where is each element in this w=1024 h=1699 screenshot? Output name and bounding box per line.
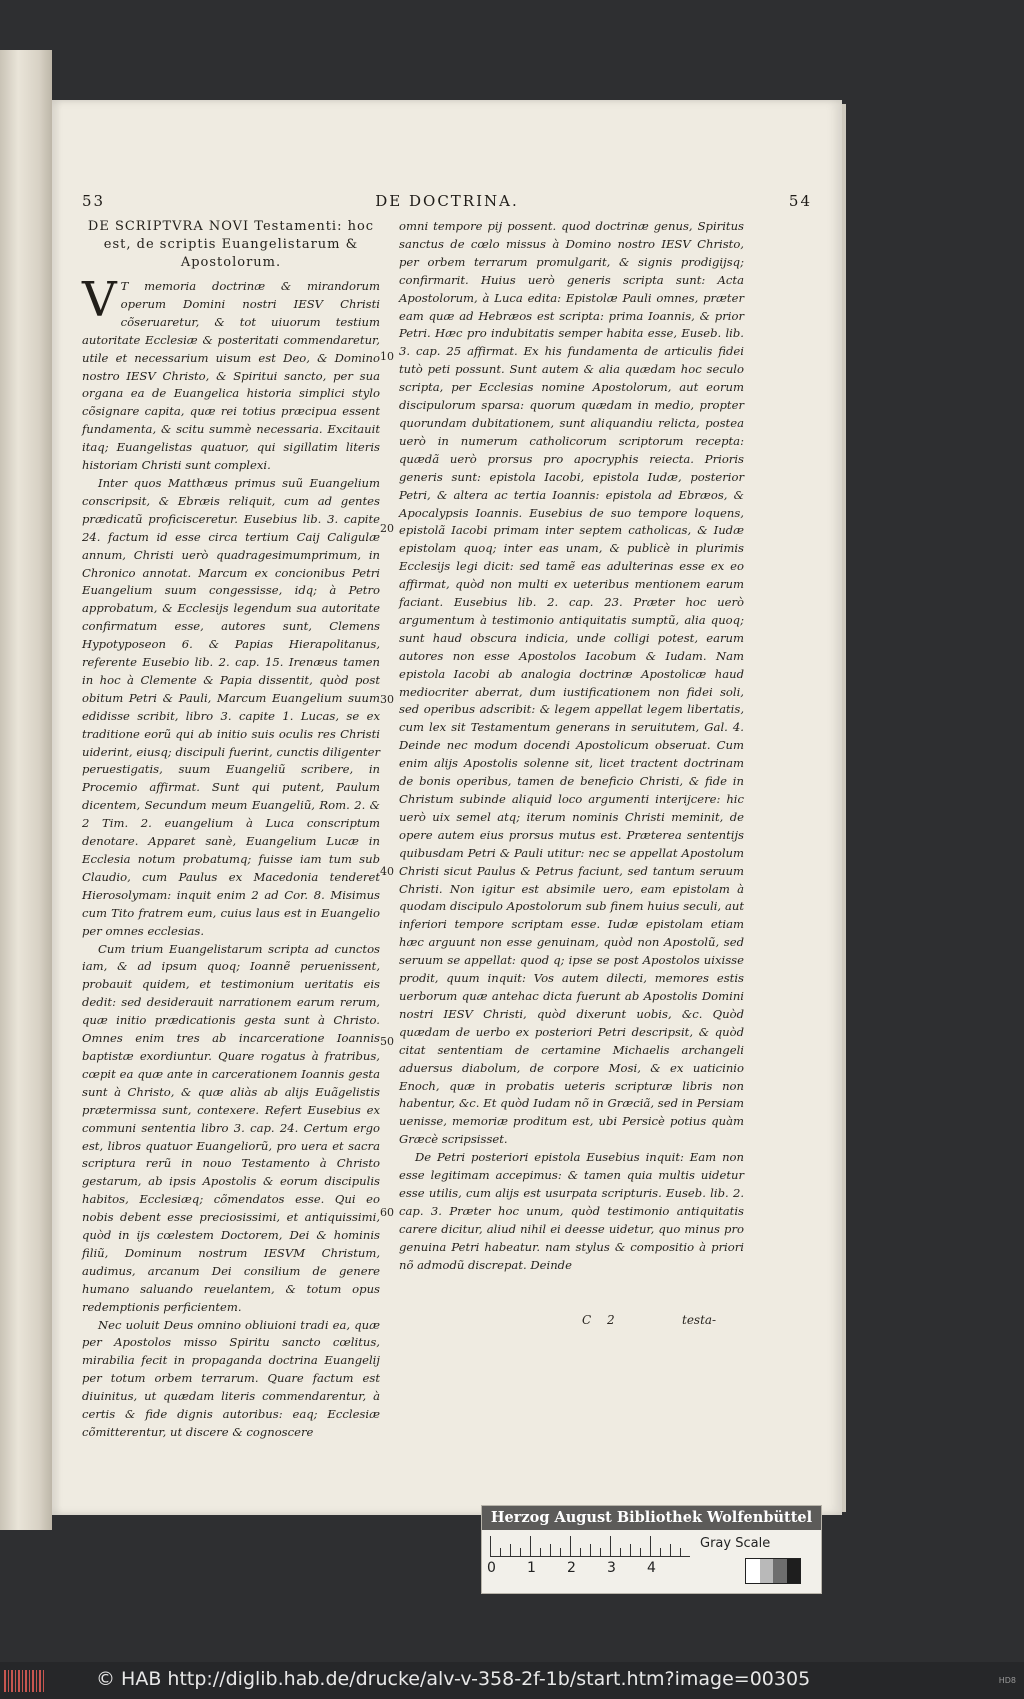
- ruler-tick: [600, 1548, 601, 1556]
- paragraph: Cum trium Euangelistarum scripta ad cunctos iam, & ad ipsum quoq; Ioannẽ peruenissent, probauit quidem, et testimonium ueritatis eis dedit: sed desiderauit narrationem earum rerum, quæ initio prædicationis gesta sunt à Christo. Omnes enim tres ab incarceratione Ioannis baptistæ exordiuntur. Quare rogatus à fratribus, cœpit ea quæ ante in carcerationem Ioannis gesta sunt à Christo, & quæ aliàs ab alijs Euãgelistis prætermissa sunt, contexere. Refert Eusebius ex communi sententia libro 3. cap. 24. Certum ergo est, libros quatuor Euangeliorũ, pro uera et sacra scriptura rerũ in nouo Testamento à Christo gestarum, ab ipsis Apostolis & eorum discipulis habitos, Ecclesiæq; cõmendatos esse. Qui eo nobis debent esse preciosissimi, et antiquissimi, quòd in ijs cœlestem Doctorem, Dei & hominis filiũ, Dominum nostrum IESVM Christum, audimus, arcanum Dei consilium de genere humano saluando reuelantem, & totum opus redemptionis perficientem.: [82, 941, 380, 1314]
- ruler-tick: [620, 1548, 621, 1556]
- paragraph: De Petri posteriori epistola Eusebius inquit: Eam non esse legitimam accepimus: & tamen quia multis uidetur esse utilis, cum alijs est usurpata scripturis. Euseb. lib. 2. cap. 3. Præter hoc unum, quòd testimonio antiquitatis carere dicitur, aliud nihil ei deesse uidetur, quo minus pro genuina Petri habeatur. nam stylus & compositio à priori nõ admodũ discrepat. Deinde: [399, 1150, 744, 1272]
- ruler-tick: [530, 1536, 531, 1556]
- ruler-tick: [500, 1548, 501, 1556]
- ruler-tick: [660, 1548, 661, 1556]
- line-number: 40: [380, 865, 394, 878]
- left-column: [82, 218, 380, 1442]
- paragraph: omni tempore pij possent. quod doctrinæ genus, Spiritus sanctus de cœlo missus à Domino nostro IESV Christo, per orbem terrarum promulgarit, & signis prodigijsq; confirmarit. Huius uerò generis scripta sunt: Acta Apostolorum, à Luca edita: Epistolæ Pauli omnes, præter eam quæ ad Hebræos est scripta: prima Ioannis, & prior Petri. Hæc pro indubitatis semper habita esse, Euseb. lib. 3. cap. 25 affirmat. Ex his fundamenta de articulis fidei tutò peti possunt. Sunt autem & alia quædam hoc seculo scripta, per Ecclesias nomine Apostolorum, aut eorum discipulorum sparsa: quorum quædam in medio, propter quorundam dubitationem, sunt aliquandiu relicta, postea uerò in numerum catholicorum scriptorum recepta: quædã uerò prorsus pro apocryphis reiecta. Prioris generis sunt: epistola Iacobi, epistola Iudæ, posterior Petri, & altera ac tertia Ioannis: epistola ad Ebræos, & Apocalypsis Ioannis. Eusebius de suo tempore loquens, epistolã Iacobi primam inter septem catholicas, & Iudæ epistolam quoq; inter eas unam, & publicè in plurimis Ecclesijs legi dicit: sed tamẽ eas adulterinas esse ex eo affirmat, quòd non multi ex ueteribus mentionem earum faciant. Eusebius lib. 2. cap. 23. Præter hoc uerò argumentum à testimonio antiquitatis sumptũ, alia quoq; sunt haud obscura indicia, unde colligi potest, earum autores non esse Apostolos Iacobum & Iudam. Nam epistola Iacobi ab analogia doctrinæ Apostolicæ haud mediocriter aberrat, dum iustificationem non fidei soli, sed operibus adscribit: & legem appellat legem libertatis, cum lex sit Testamentum generans in seruitutem, Gal. 4. Deinde nec modum docendi Apostolicum obseruat. Cum enim alijs Apostolis solenne sit, licet tractent doctrinam de bonis operibus, tamen de beneficio Christi, & fide in Christum subinde aliquid loco argumenti interijcere: hic uerò uix semel atq; iterum nominis Christi meminit, de opere autem eius prorsus mutus est. Præterea sententijs quibusdam Petri & Pauli utitur: nec se appellat Apostolum Christi sicut Paulus & Petrus faciunt, sed tantum seruum Christi. Non igitur est absimile uero, eam epistolam à quodam discipulo Apostolorum sub finem huius seculi, aut inferiori tempore scriptam esse. Iudæ epistolam etiam hæc arguunt non esse genuinam, quòd non Apostolũ, sed seruum se appellat: quod q; ipse se post Apostolos uixisse prodit, quum inquit: Vos autem dilecti, memores estis uerborum quæ antehac dicta fuerunt ab Apostolis Domini nostri IESV Christi, quòd dixerunt uobis, &c. Quòd quædam de uerbo ex posteriori Petri descripsit, & quòd citat sententiam de certamine Michaelis archangeli aduersus diabolum, de corpore Mosi, & ex uaticinio Enoch, quæ in probatis ueteris scripturæ libris non habentur, &c. Et quòd Iudam nõ in Græciã, sed in Persiam uenisse, memoriæ proditum est, ubi Persicè potius quàm Græcè scripsisset.: [399, 219, 744, 1147]
- line-number: 20: [380, 522, 394, 535]
- paragraph: Nec uoluit Deus omnino obliuioni tradi ea, quæ per Apostolos misso Spiritu sancto cœlitus, mirabilia fecit in propaganda doctrina Euangelij per totum orbem terrarum. Quare factum est diuinitus, ut quædam literis commendarentur, à certis & fide dignis autoribus: eaq; Ecclesiæ cõmitterentur, ut discere & cognoscere: [82, 1317, 380, 1439]
- line-number: 60: [380, 1206, 394, 1219]
- page-edge: [842, 104, 846, 1512]
- ruler-tick: [630, 1544, 631, 1556]
- ruler-tick: [510, 1544, 511, 1556]
- paragraph: [82, 272, 380, 475]
- ruler-tick: [650, 1536, 651, 1556]
- ruler-tick: [670, 1544, 671, 1556]
- ruler-tick: [490, 1536, 491, 1556]
- running-head-title: DE DOCTRINA.: [375, 192, 519, 210]
- footer-bar: [0, 1662, 1024, 1699]
- gray-swatch: [760, 1559, 774, 1583]
- gray-swatch: [787, 1559, 801, 1583]
- page-number-right: 54: [788, 192, 812, 210]
- catchword: testa-: [682, 1313, 717, 1327]
- logo-barcode-icon: [4, 1670, 46, 1692]
- ruler-tick: [680, 1548, 681, 1556]
- line-number: 30: [380, 693, 394, 706]
- right-column: [399, 218, 744, 1274]
- library-stamp: [481, 1505, 822, 1594]
- ruler-label: 2: [567, 1560, 576, 1576]
- ruler-tick: [580, 1548, 581, 1556]
- signature-mark: C 2: [582, 1313, 621, 1327]
- ruler-label: 4: [647, 1560, 656, 1576]
- ruler-label: 3: [607, 1560, 616, 1576]
- paragraph: Inter quos Matthæus primus suũ Euangelium conscripsit, & Ebræis reliquit, cum ad gentes prædicatũ proficisceretur. Eusebius lib. 3. capite 24. factum id esse circa tertium Caij Caligulæ annum, Christi uerò quadragesimumprimum, in Chronico annotat. Marcum ex concionibus Petri Euangelium suum congessisse, idq; à Petro approbatum, & Ecclesijs legendum sua autoritate confirmatum esse, autores sunt, Clemens Hypotyposeon 6. & Papias Hierapolitanus, referente Eusebio lib. 2. cap. 15. Irenæus tamen in hoc à Clemente & Papia dissentit, quòd post obitum Petri & Pauli, Marcum Euangelium suum edidisse scribit, libro 3. capite 1. Lucas, se ex traditione eorũ qui ab initio suis oculis res Christi uiderint, eiusq; discipuli fuerint, cunctis diligenter peruestigatis, suum Euangeliũ scribere, in Procemio affirmat. Sunt qui putent, Paulum dicentem, Secundum meum Euangeliũ, Rom. 2. & 2 Tim. 2. euangelium à Luca conscriptum denotare. Apparet sanè, Euangelium Lucæ in Ecclesia notum probatumq; fuisse iam tum sub Claudio, cum Paulus ex Macedonia tenderet Hierosolymam: inquit enim 2 ad Cor. 8. Misimus cum Tito fratrem eum, cuius laus est in Euangelio per omnes ecclesias.: [82, 475, 380, 938]
- line-number: 10: [380, 350, 394, 363]
- ruler-tick: [550, 1544, 551, 1556]
- stamp-title: Herzog August Bibliothek Wolfenbüttel: [482, 1506, 821, 1530]
- ruler-tick: [590, 1544, 591, 1556]
- ruler-tick: [610, 1536, 611, 1556]
- copyright-url[interactable]: © HAB http://diglib.hab.de/drucke/alv-v-358-2f-1b/start.htm?image=00305: [96, 1668, 811, 1690]
- ruler-label: 1: [527, 1560, 536, 1576]
- ruler-tick: [540, 1548, 541, 1556]
- book-spine: [0, 50, 52, 1530]
- gray-swatch: [746, 1559, 760, 1583]
- page-number-left: 53: [82, 192, 106, 210]
- footer-mark: HD8: [998, 1676, 1016, 1685]
- ruler-tick: [640, 1548, 641, 1556]
- gray-scale-label: Gray Scale: [700, 1536, 771, 1551]
- scale-ruler: [490, 1536, 690, 1557]
- drop-cap: V: [82, 272, 117, 328]
- ruler-tick: [570, 1536, 571, 1556]
- gray-swatch: [773, 1559, 787, 1583]
- book-page: [52, 100, 842, 1515]
- paragraph-text: T memoria doctrinæ & mirandorum operum Domini nostri IESV Christi cõseruaretur, & tot uiuorum testium autoritate Ecclesiæ & posteritati commendaretur, utile et necessarium uisum est Deo, & Domino nostro IESV Christo, & Spiritui sancto, per sua organa ea de Euangelica historia simplici stylo cõsignare capita, quæ rei totius præcipua essent fundamenta, & scitu summè necessaria. Excitauit itaq; Euangelistas quatuor, qui sigillatim literis historiam Christi sunt complexi.: [82, 279, 380, 473]
- line-number: 50: [380, 1035, 394, 1048]
- ruler-tick: [520, 1548, 521, 1556]
- chapter-title: DE SCRIPTVRA NOVI Testamenti: hoc est, de scriptis Euangelistarum & Apostolorum.: [87, 219, 375, 270]
- ruler-tick: [560, 1548, 561, 1556]
- ruler-label: 0: [487, 1560, 496, 1576]
- gray-scale-swatches: [745, 1558, 801, 1584]
- running-header: [82, 192, 812, 214]
